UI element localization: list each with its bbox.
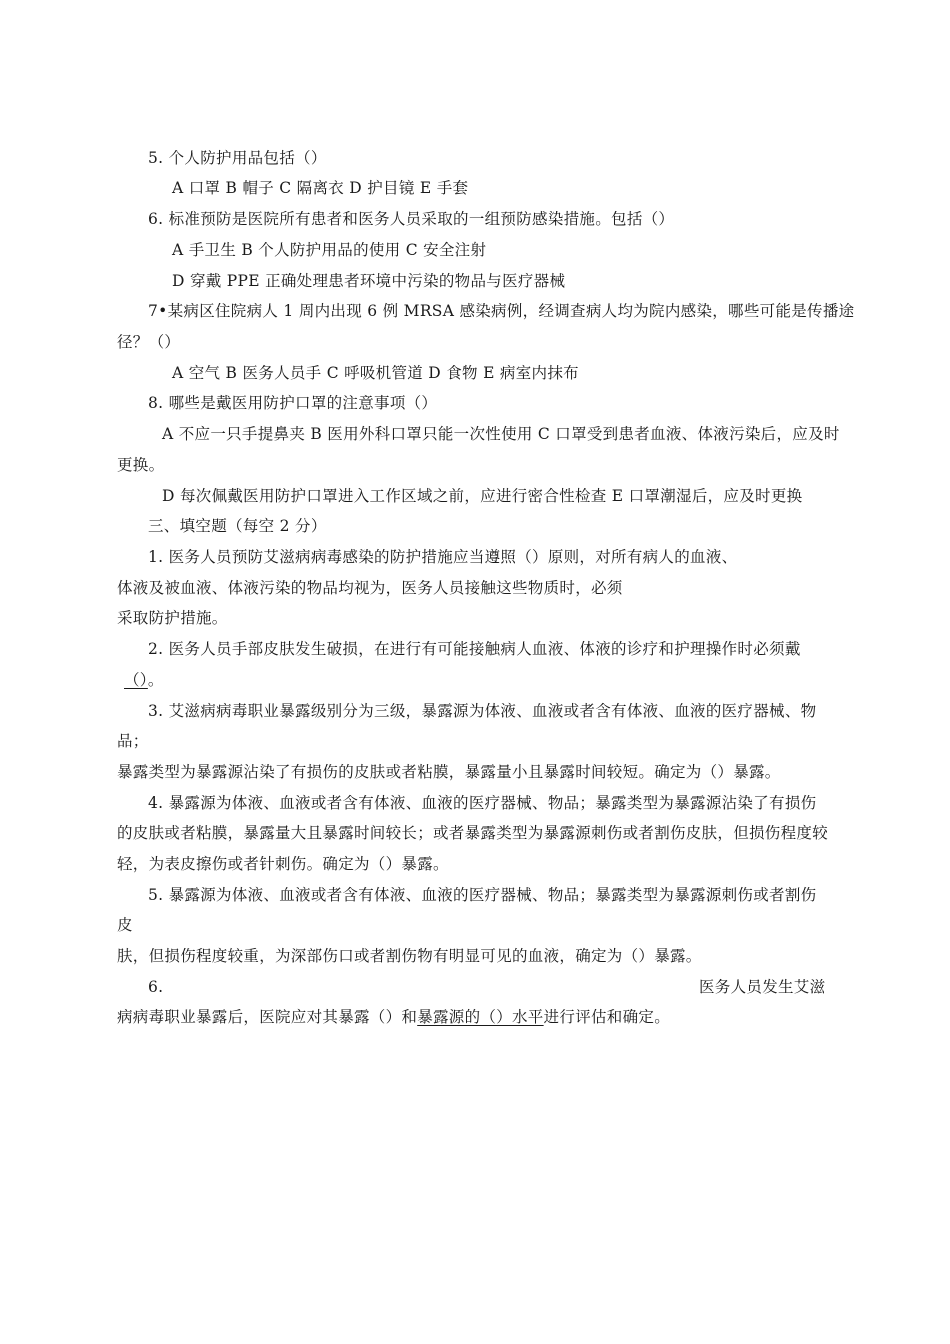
- q8-options-line1: A 不应一只手提鼻夹 B 医用外科口罩只能一次性使用 C 口罩受到患者血液、体液污染后，应及时: [162, 425, 840, 443]
- fill6-line2: [117, 1006, 670, 1028]
- fill6-line1-right: 医务人员发生艾滋: [699, 978, 826, 996]
- q5-stem: 5. 个人防护用品包括（）: [148, 149, 327, 167]
- fill2-blank: （）: [124, 671, 148, 689]
- fill1-line1: 1. 医务人员预防艾滋病病毒感染的防护措施应当遵照（）原则，对所有病人的血液、: [148, 548, 738, 566]
- fill3-line2: 品；: [117, 732, 149, 750]
- fill4-line1: 4. 暴露源为体液、血液或者含有体液、血液的医疗器械、物品；暴露类型为暴露源沾染了有损伤: [148, 794, 817, 812]
- fill4-line3: 轻，为表皮擦伤或者针刺伤。确定为（）暴露。: [117, 855, 449, 873]
- fill6-underlined: 暴露源的（）水平: [417, 1008, 544, 1026]
- fill3-line1: 3. 艾滋病病毒职业暴露级别分为三级，暴露源为体液、血液或者含有体液、血液的医疗器械、物: [148, 702, 817, 720]
- section3-heading: 三、填空题（每空 2 分）: [148, 517, 327, 535]
- fill5-line1: 5. 暴露源为体液、血液或者含有体液、血液的医疗器械、物品；暴露类型为暴露源刺伤或者割伤: [148, 886, 817, 904]
- q6-stem: 6. 标准预防是医院所有患者和医务人员采取的一组预防感染措施。包括（）: [148, 210, 675, 228]
- fill6-line2-end: 进行评估和确定。: [543, 1008, 671, 1026]
- q7-stem-line1: 7•某病区住院病人 1 周内出现 6 例 MRSA 感染病例，经调查病人均为院内感染，哪些可能是传播途: [148, 302, 855, 320]
- fill3-line3: 暴露类型为暴露源沾染了有损伤的皮肤或者粘膜，暴露量小且暴露时间较短。确定为（）暴露。: [117, 763, 781, 781]
- fill5-line2: 皮: [117, 916, 133, 934]
- q8-options-line2: 更换。: [117, 456, 165, 474]
- q6-options-line1: A 手卫生 B 个人防护用品的使用 C 安全注射: [172, 241, 487, 259]
- q5-options: A 口罩 B 帽子 C 隔离衣 D 护目镜 E 手套: [172, 179, 469, 197]
- fill6-line2-start: 病病毒职业暴露后，医院应对其暴露（）和: [117, 1008, 418, 1026]
- q8-stem: 8. 哪些是戴医用防护口罩的注意事项（）: [148, 394, 438, 412]
- fill1-line3: 采取防护措施。: [117, 609, 228, 627]
- fill5-line3: 肤，但损伤程度较重，为深部伤口或者割伤物有明显可见的血液，确定为（）暴露。: [117, 947, 702, 965]
- fill4-line2: 的皮肤或者粘膜，暴露量大且暴露时间较长；或者暴露类型为暴露源刺伤或者割伤皮肤，但损伤程度较: [117, 824, 829, 842]
- q7-options: A 空气 B 医务人员手 C 呼吸机管道 D 食物 E 病室内抹布: [172, 364, 579, 382]
- fill2-end: 。: [147, 671, 164, 689]
- q6-options-line2: D 穿戴 PPE 正确处理患者环境中污染的物品与医疗器械: [172, 272, 566, 290]
- fill6-number: 6.: [148, 978, 164, 996]
- fill2-line1: 2. 医务人员手部皮肤发生破损，在进行有可能接触病人血液、体液的诊疗和护理操作时必须戴: [148, 640, 801, 658]
- q8-options-line3: D 每次佩戴医用防护口罩进入工作区域之前，应进行密合性检查 E 口罩潮湿后，应及时更换: [162, 487, 803, 505]
- q7-stem-line2: 径？（）: [117, 333, 181, 351]
- fill1-line2: 体液及被血液、体液污染的物品均视为，医务人员接触这些物质时，必须: [117, 579, 623, 597]
- fill2-line2: [124, 669, 164, 691]
